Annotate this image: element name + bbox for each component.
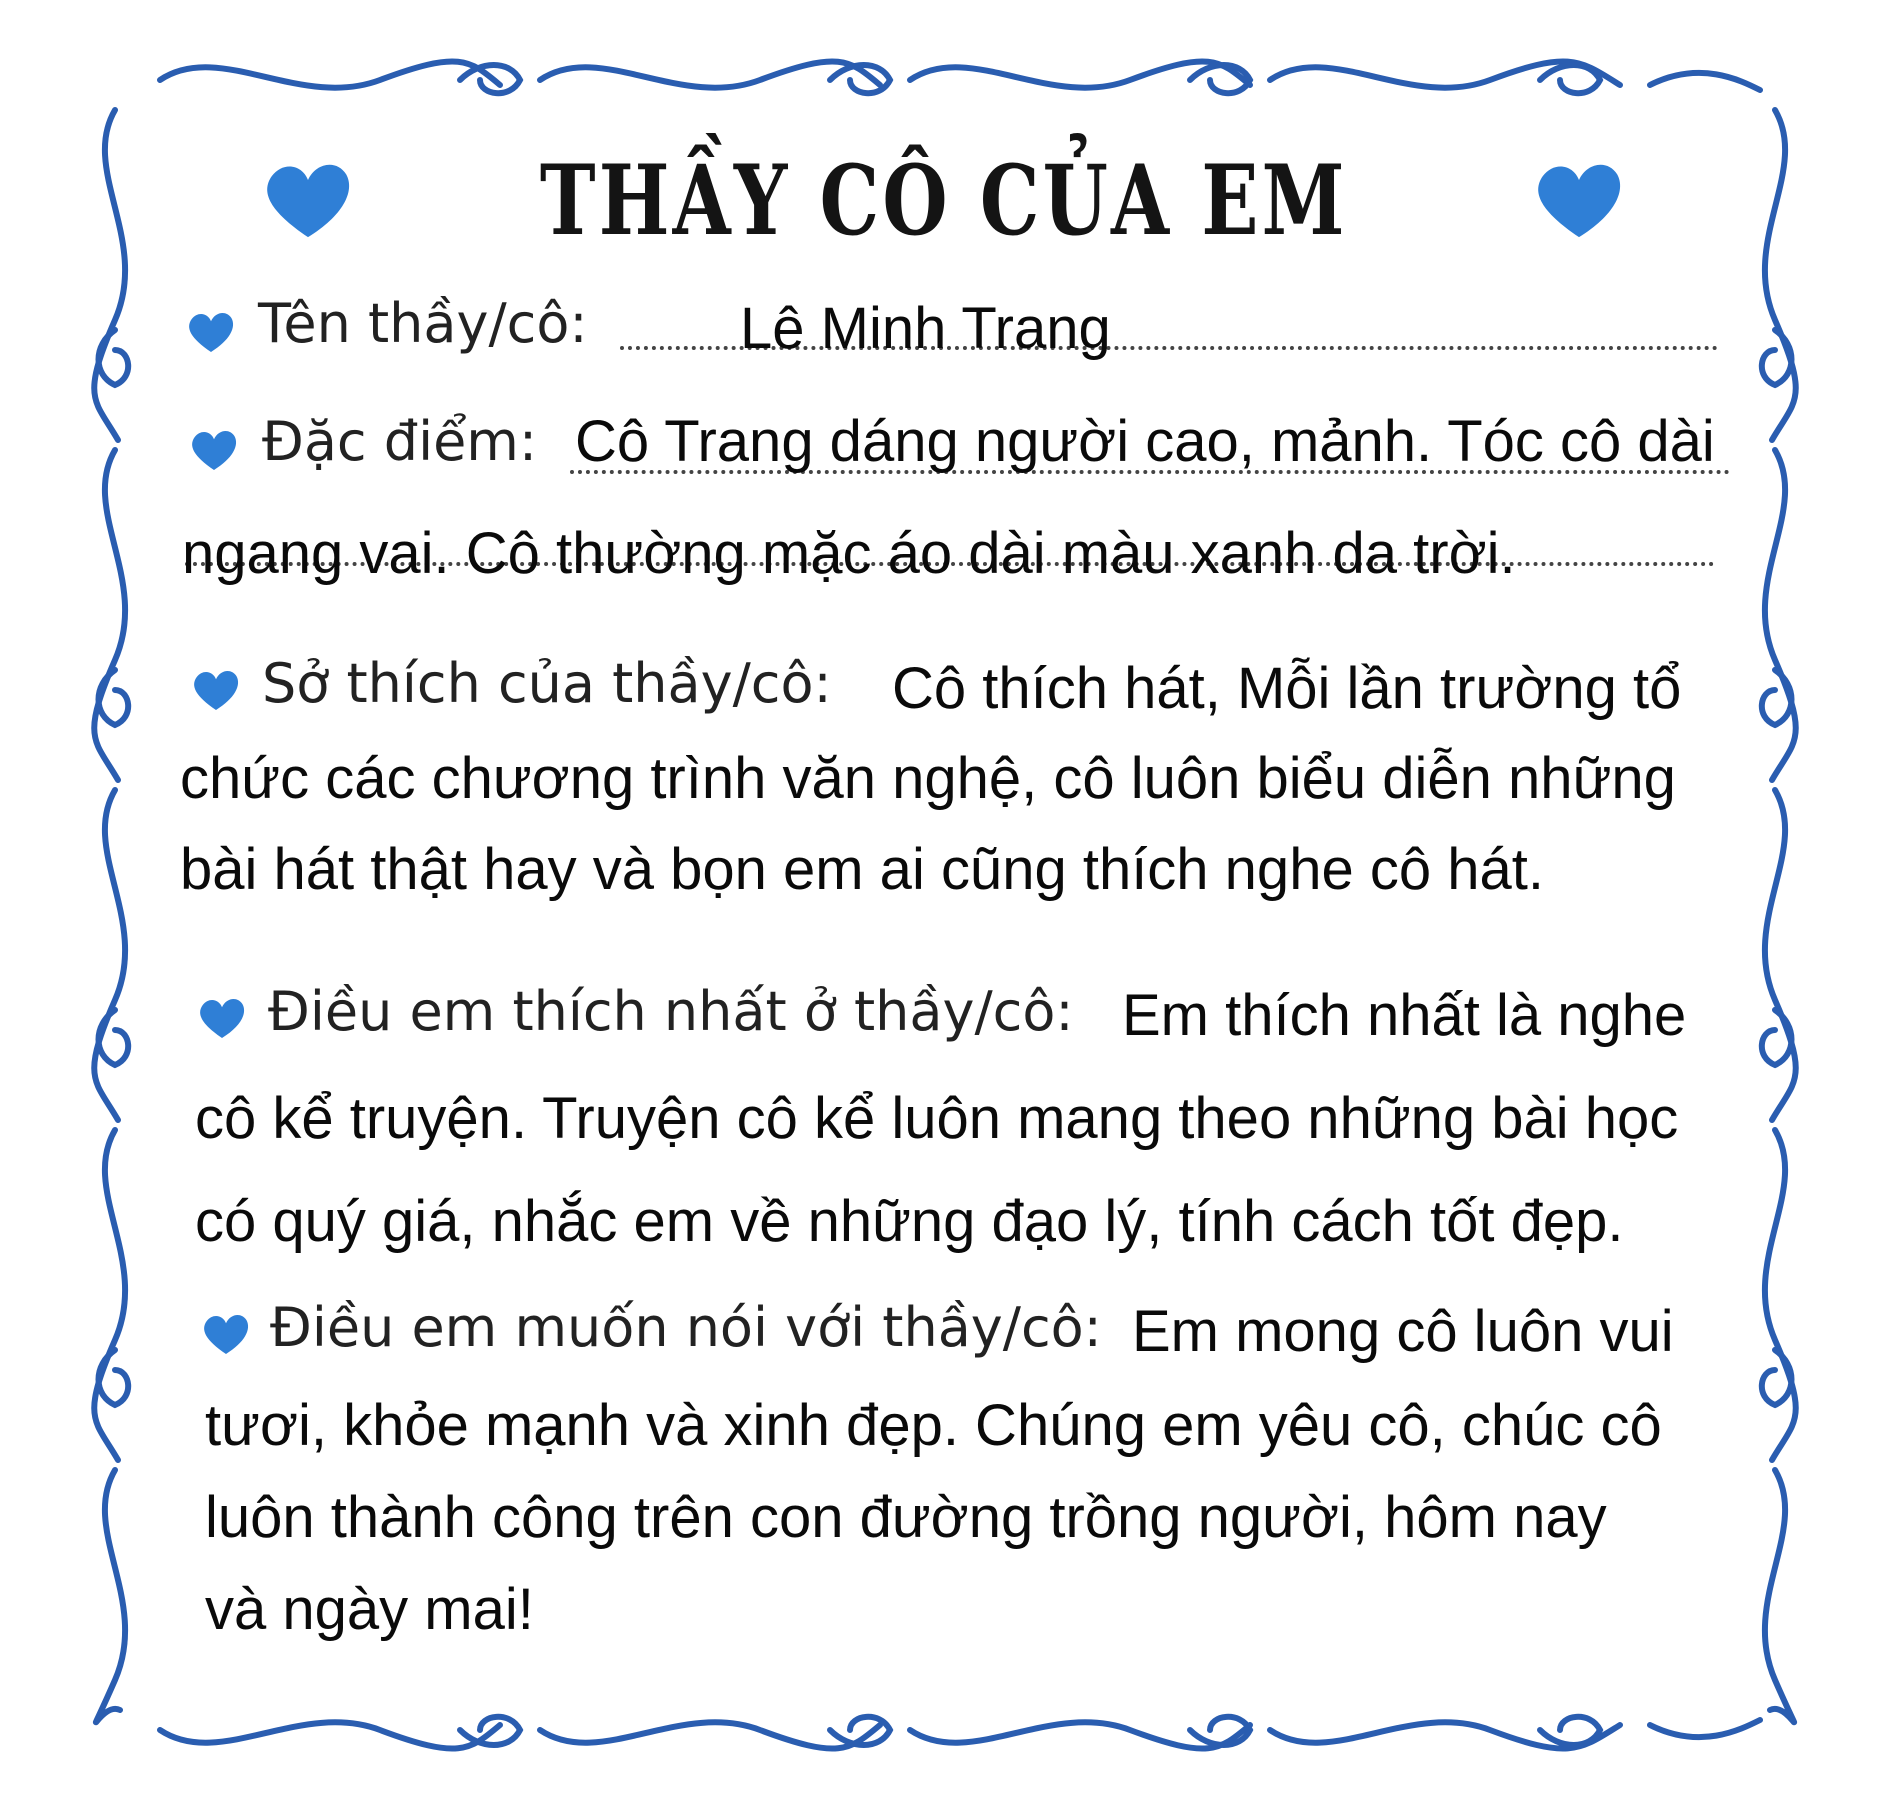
message-line-3: luôn thành công trên con đường trồng người, hôm nay: [205, 1485, 1607, 1550]
hobby-line-2: chức các chương trình văn nghệ, cô luôn biểu diễn những: [180, 746, 1676, 811]
heart-icon: [1531, 159, 1627, 241]
favorite-line-1: Em thích nhất là nghe: [1122, 983, 1687, 1048]
title-row: [0, 125, 1887, 275]
hobby-label: Sở thích của thầy/cô:: [262, 652, 832, 715]
message-line-2: tươi, khỏe mạnh và xinh đẹp. Chúng em yêu cô, chúc cô: [205, 1393, 1662, 1458]
message-line-1: Em mong cô luôn vui: [1132, 1299, 1674, 1364]
heart-bullet-icon: [196, 996, 248, 1044]
message-label: Điều em muốn nói với thầy/cô:: [270, 1296, 1102, 1359]
heart-icon: [260, 159, 356, 241]
features-line-2: ngang vai. Cô thường mặc áo dài màu xanh da trời.: [182, 521, 1516, 586]
favorite-label: Điều em thích nhất ở thầy/cô:: [268, 980, 1074, 1043]
heart-bullet-icon: [190, 668, 242, 716]
favorite-line-2: cô kể truyện. Truyện cô kể luôn mang theo những bài học: [195, 1086, 1679, 1151]
name-label: Tên thầy/cô:: [258, 292, 588, 355]
favorite-line-3: có quý giá, nhắc em về những đạo lý, tính cách tốt đẹp.: [195, 1189, 1624, 1254]
hobby-line-3: bài hát thật hay và bọn em ai cũng thích nghe cô hát.: [180, 837, 1544, 902]
hobby-line-1: Cô thích hát, Mỗi lần trường tổ: [892, 656, 1682, 721]
heart-bullet-icon: [188, 428, 240, 476]
heart-bullet-icon: [185, 310, 237, 358]
heart-bullet-icon: [200, 1312, 252, 1360]
features-line-1: Cô Trang dáng người cao, mảnh. Tóc cô dài: [575, 409, 1715, 474]
features-label: Đặc điểm:: [262, 410, 538, 473]
name-answer: Lê Minh Trang: [740, 296, 1111, 361]
page-title: THẦY CÔ CỦA EM: [539, 143, 1348, 257]
message-line-4: và ngày mai!: [205, 1577, 534, 1642]
